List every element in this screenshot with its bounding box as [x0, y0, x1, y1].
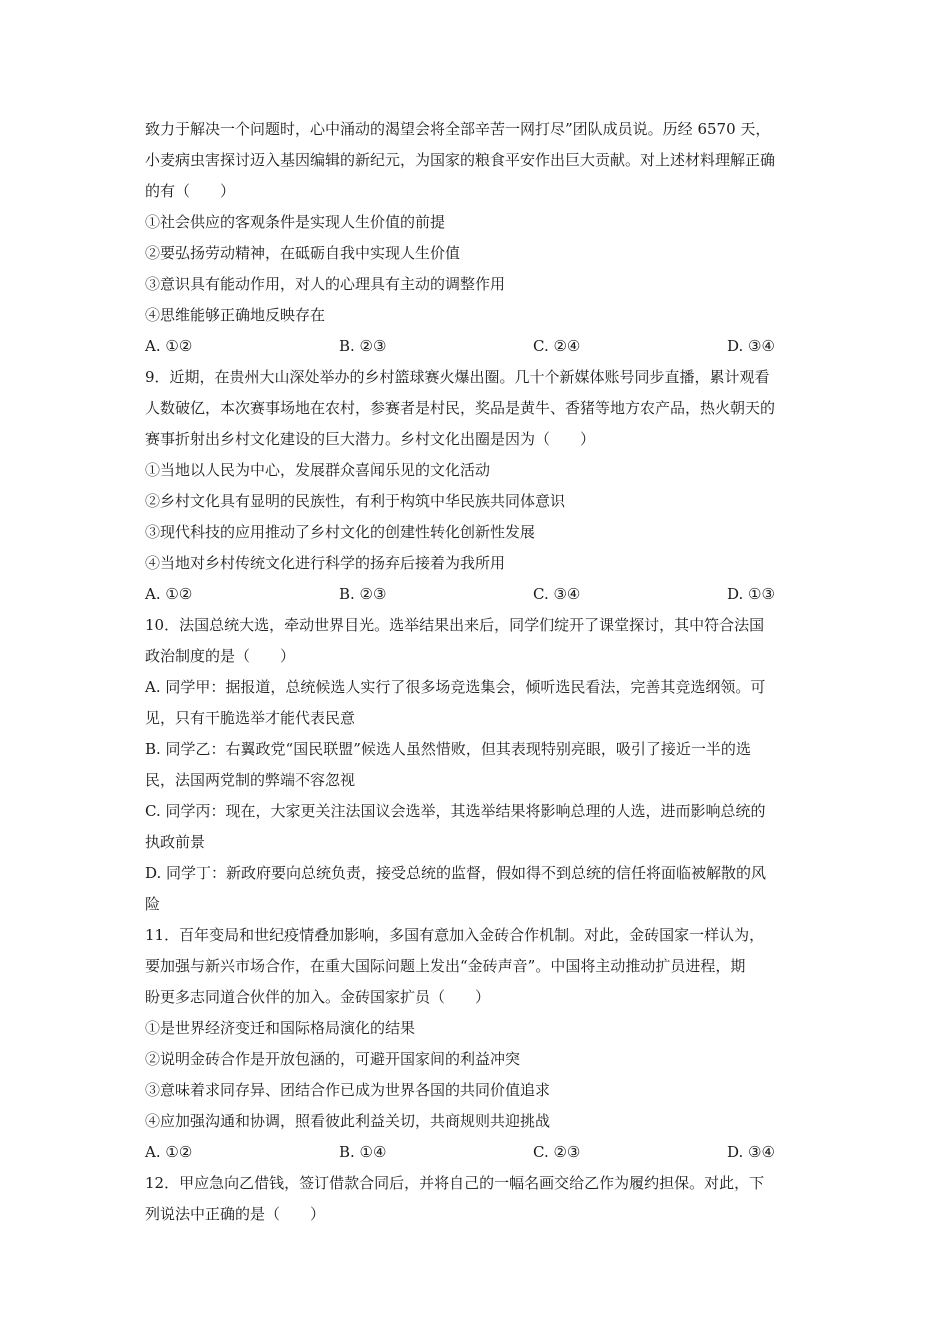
statement-item: ③意识具有能动作用，对人的心理具有主动的调整作用	[145, 275, 506, 293]
question-stem-line: 小麦病虫害探讨迈入基因编辑的新纪元，为国家的粮食平安作出巨大贡献。对上述材料理解正确	[145, 151, 776, 169]
option-d: D. ③④	[727, 337, 775, 355]
statement-item: ②说明金砖合作是开放包涵的，可避开国家间的利益冲突	[145, 1050, 521, 1068]
question-stem-line: 列说法中正确的是（ ）	[145, 1205, 326, 1223]
question-11	[145, 920, 810, 1168]
statement-item: ①当地以人民为中心，发展群众喜闻乐见的文化活动	[145, 461, 491, 479]
statement-item: ④应加强沟通和协调，照看彼此利益关切，共商规则共迎挑战	[145, 1112, 551, 1130]
question-9	[145, 362, 810, 610]
question-stem-line: 赛事折射出乡村文化建设的巨大潜力。乡村文化出圈是因为（ ）	[145, 430, 596, 448]
question-stem-line: 9．近期，在贵州大山深处举办的乡村篮球赛火爆出圈。几十个新媒体账号同步直播，累计观看	[145, 368, 770, 386]
question-stem-line: 致力于解决一个问题时，心中涌动的渴望会将全部辛苦一网打尽”团队成员说。历经 6570 天，	[145, 120, 771, 138]
option-a-line: 见，只有干脆选举才能代表民意	[145, 709, 356, 727]
page-content	[145, 114, 810, 1230]
option-d-line: D. 同学丁：新政府要向总统负责，接受总统的监督，假如得不到总统的信任将面临被解散的风	[145, 864, 767, 882]
question-stem-line: 的有（ ）	[145, 182, 236, 200]
statement-item: ③意味着求同存异、团结合作已成为世界各国的共同价值追求	[145, 1081, 551, 1099]
option-a: A. ①②	[145, 585, 193, 603]
question-12	[145, 1168, 810, 1230]
statement-item: ①社会供应的客观条件是实现人生价值的前提	[145, 213, 446, 231]
option-c: C. ③④	[533, 585, 581, 603]
question-stem-line: 要加强与新兴市场合作，在重大国际问题上发出“金砖声音”。中国将主动推动扩员进程，期	[145, 957, 746, 975]
statement-item: ②要弘扬劳动精神，在砥砺自我中实现人生价值	[145, 244, 461, 262]
answer-options	[145, 1137, 810, 1168]
option-d-line: 险	[145, 895, 161, 913]
statement-item: ②乡村文化具有显明的民族性，有利于构筑中华民族共同体意识	[145, 492, 566, 510]
question-10	[145, 610, 810, 920]
option-c-line: 执政前景	[145, 833, 206, 851]
option-a-line: A. 同学甲：据报道，总统候选人实行了很多场竞选集会，倾听选民看法，完善其竞选纲领。可	[145, 678, 766, 696]
question-stem-line: 11．百年变局和世纪疫情叠加影响，多国有意加入金砖合作机制。对此，金砖国家一样认为，	[145, 926, 765, 944]
answer-options	[145, 579, 810, 610]
question-stem-line: 10．法国总统大选，牵动世界目光。选举结果出来后，同学们绽开了课堂探讨，其中符合法国	[145, 616, 765, 634]
option-b: B. ①④	[339, 1143, 387, 1161]
option-b: B. ②③	[339, 585, 387, 603]
statement-item: ③现代科技的应用推动了乡村文化的创建性转化创新性发展	[145, 523, 536, 541]
question-stem-line: 盼更多志同道合伙伴的加入。金砖国家扩员（ ）	[145, 988, 491, 1006]
option-c-line: C. 同学丙：现在，大家更关注法国议会选举，其选举结果将影响总理的人选，进而影响总统的	[145, 802, 766, 820]
option-b: B. ②③	[339, 337, 387, 355]
option-b-line: 民，法国两党制的弊端不容忽视	[145, 771, 356, 789]
option-b-line: B. 同学乙：右翼政党“国民联盟”候选人虽然惜败，但其表现特别亮眼，吸引了接近一半的选	[145, 740, 751, 758]
option-a: A. ①②	[145, 1143, 193, 1161]
question-stem-line: 人数破亿，本次赛事场地在农村，参赛者是村民，奖品是黄牛、香猪等地方农产品，热火朝天的	[145, 399, 776, 417]
option-a: A. ①②	[145, 337, 193, 355]
option-c: C. ②④	[533, 337, 581, 355]
statement-item: ④当地对乡村传统文化进行科学的扬弃后接着为我所用	[145, 554, 506, 572]
option-c: C. ②③	[533, 1143, 581, 1161]
statement-item: ①是世界经济变迁和国际格局演化的结果	[145, 1019, 416, 1037]
answer-options	[145, 331, 810, 362]
question-stem-line: 政治制度的是（ ）	[145, 647, 296, 665]
question-stem-line: 12．甲应急向乙借钱，签订借款合同后，并将自己的一幅名画交给乙作为履约担保。对此，下	[145, 1174, 765, 1192]
option-d: D. ①③	[727, 585, 775, 603]
statement-item: ④思维能够正确地反映存在	[145, 306, 326, 324]
option-d: D. ③④	[727, 1143, 775, 1161]
question-8	[145, 114, 810, 362]
